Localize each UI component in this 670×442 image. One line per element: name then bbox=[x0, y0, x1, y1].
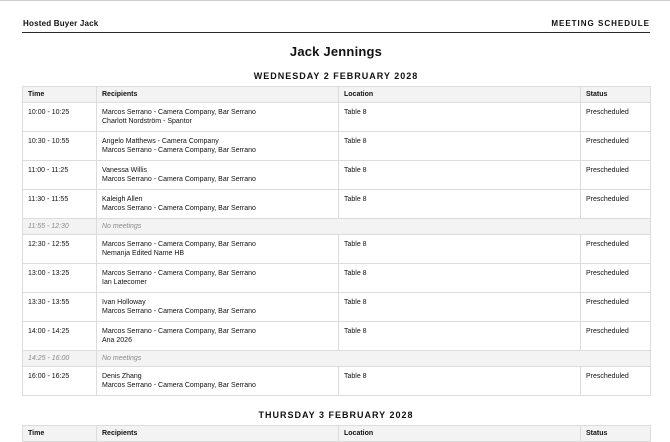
column-header-location: Location bbox=[339, 87, 581, 103]
column-header-recipients: Recipients bbox=[97, 426, 339, 442]
recipient-name: Kaleigh Allen bbox=[102, 196, 143, 203]
meeting-recipients-cell bbox=[97, 132, 339, 161]
table-header-row bbox=[23, 87, 651, 103]
meeting-status-cell: Prescheduled bbox=[581, 235, 651, 264]
meeting-recipients-cell bbox=[97, 161, 339, 190]
meeting-recipients-cell bbox=[97, 322, 339, 351]
meeting-row bbox=[23, 161, 651, 190]
meeting-time-cell: 12:30 - 12:55 bbox=[23, 235, 97, 264]
meeting-location-cell: Table 8 bbox=[339, 367, 581, 396]
meeting-location-cell: Table 8 bbox=[339, 264, 581, 293]
column-header-time: Time bbox=[23, 426, 97, 442]
meeting-location-cell: Table 8 bbox=[339, 322, 581, 351]
recipient-name: Marcos Serrano - Camera Company, Bar Serrano bbox=[102, 147, 256, 154]
meeting-time-cell: 14:00 - 14:25 bbox=[23, 322, 97, 351]
gap-time-cell: 11:55 - 12:30 bbox=[23, 219, 97, 235]
recipient-name: Marcos Serrano - Camera Company, Bar Serrano bbox=[102, 308, 256, 315]
schedule-table-body bbox=[23, 103, 651, 396]
meeting-location-cell: Table 8 bbox=[339, 190, 581, 219]
table-header-row bbox=[23, 426, 651, 442]
meeting-recipients-cell bbox=[97, 103, 339, 132]
schedule-table bbox=[22, 86, 651, 396]
meeting-time-cell: 13:00 - 13:25 bbox=[23, 264, 97, 293]
recipient-name: Charlott Nordström - Spantor bbox=[102, 118, 192, 125]
recipient-name: Marcos Serrano - Camera Company, Bar Serrano bbox=[102, 241, 256, 248]
header-document-type-label: MEETING SCHEDULE bbox=[551, 19, 650, 28]
no-meetings-note: No meetings bbox=[97, 219, 651, 235]
meeting-status-cell: Prescheduled bbox=[581, 103, 651, 132]
person-name-title: Jack Jennings bbox=[289, 44, 383, 59]
page-header bbox=[22, 1, 650, 33]
meeting-row bbox=[23, 235, 651, 264]
meeting-status-cell: Prescheduled bbox=[581, 190, 651, 219]
meeting-status-cell: Prescheduled bbox=[581, 322, 651, 351]
column-header-status: Status bbox=[581, 87, 651, 103]
day-section-thursday bbox=[22, 410, 650, 442]
schedule-table bbox=[22, 425, 651, 442]
recipient-name: Marcos Serrano - Camera Company, Bar Serrano bbox=[102, 176, 256, 183]
meeting-status-cell: Prescheduled bbox=[581, 132, 651, 161]
meeting-location-cell: Table 8 bbox=[339, 161, 581, 190]
meeting-row bbox=[23, 322, 651, 351]
meeting-status-cell: Prescheduled bbox=[581, 293, 651, 322]
recipient-name: Marcos Serrano - Camera Company, Bar Serrano bbox=[102, 382, 256, 389]
meeting-time-cell: 16:00 - 16:25 bbox=[23, 367, 97, 396]
column-header-location: Location bbox=[339, 426, 581, 442]
day-section-wednesday bbox=[22, 71, 650, 396]
header-hosted-buyer-label: Hosted Buyer Jack bbox=[23, 19, 99, 28]
meeting-location-cell: Table 8 bbox=[339, 132, 581, 161]
no-meetings-row bbox=[23, 351, 651, 367]
recipient-name: Ana 2026 bbox=[102, 337, 132, 344]
meeting-time-cell: 13:30 - 13:55 bbox=[23, 293, 97, 322]
recipient-name: Ivan Holloway bbox=[102, 299, 146, 306]
meeting-location-cell: Table 8 bbox=[339, 293, 581, 322]
recipient-name: Marcos Serrano - Camera Company, Bar Serrano bbox=[102, 328, 256, 335]
meeting-recipients-cell bbox=[97, 264, 339, 293]
meeting-time-cell: 11:00 - 11:25 bbox=[23, 161, 97, 190]
meeting-row bbox=[23, 367, 651, 396]
day-title: WEDNESDAY 2 FEBRUARY 2028 bbox=[253, 71, 419, 81]
meeting-time-cell: 10:00 - 10:25 bbox=[23, 103, 97, 132]
meeting-time-cell: 11:30 - 11:55 bbox=[23, 190, 97, 219]
column-header-status: Status bbox=[581, 426, 651, 442]
meeting-location-cell: Table 8 bbox=[339, 103, 581, 132]
meeting-recipients-cell bbox=[97, 235, 339, 264]
meeting-time-cell: 10:30 - 10:55 bbox=[23, 132, 97, 161]
recipient-name: Marcos Serrano - Camera Company, Bar Serrano bbox=[102, 205, 256, 212]
meeting-recipients-cell bbox=[97, 293, 339, 322]
recipient-name: Marcos Serrano - Camera Company, Bar Serrano bbox=[102, 270, 256, 277]
gap-time-cell: 14:25 - 16:00 bbox=[23, 351, 97, 367]
column-header-time: Time bbox=[23, 87, 97, 103]
recipient-name: Vanessa Willis bbox=[102, 167, 147, 174]
meeting-status-cell: Prescheduled bbox=[581, 367, 651, 396]
no-meetings-note: No meetings bbox=[97, 351, 651, 367]
day-title: THURSDAY 3 FEBRUARY 2028 bbox=[258, 410, 414, 420]
meeting-row bbox=[23, 293, 651, 322]
recipient-name: Nemanja Edited Name HB bbox=[102, 250, 185, 257]
no-meetings-row bbox=[23, 219, 651, 235]
meeting-status-cell: Prescheduled bbox=[581, 161, 651, 190]
recipient-name: Ian Latecomer bbox=[102, 279, 147, 286]
recipient-name: Angelo Matthews - Camera Company bbox=[102, 138, 219, 145]
meeting-row bbox=[23, 103, 651, 132]
recipient-name: Denis Zhang bbox=[102, 373, 142, 380]
meeting-row bbox=[23, 264, 651, 293]
recipient-name: Marcos Serrano - Camera Company, Bar Serrano bbox=[102, 109, 256, 116]
meeting-recipients-cell bbox=[97, 190, 339, 219]
meeting-recipients-cell bbox=[97, 367, 339, 396]
meeting-location-cell: Table 8 bbox=[339, 235, 581, 264]
meeting-row bbox=[23, 190, 651, 219]
meeting-status-cell: Prescheduled bbox=[581, 264, 651, 293]
meeting-row bbox=[23, 132, 651, 161]
column-header-recipients: Recipients bbox=[97, 87, 339, 103]
